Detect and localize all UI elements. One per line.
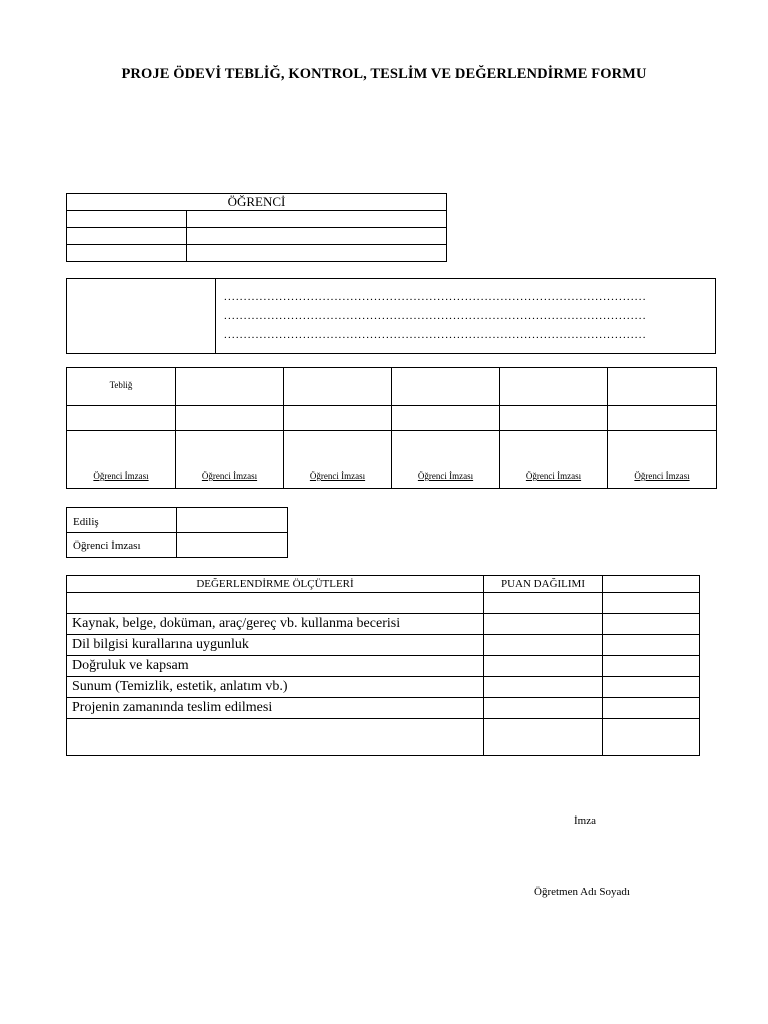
points-cell[interactable] — [484, 635, 603, 656]
student-value-cell[interactable] — [187, 245, 447, 262]
score-cell[interactable] — [603, 614, 700, 635]
criteria-header-text: DEĞERLENDİRME ÖLÇÜTLERİ — [196, 578, 354, 590]
score-cell[interactable] — [603, 677, 700, 698]
criteria-label: Dil bilgisi kurallarına uygunluk — [72, 637, 249, 652]
signature-label: İmza — [574, 815, 596, 827]
points-cell[interactable] — [484, 698, 603, 719]
topic-lines-cell[interactable] — [216, 279, 716, 354]
points-header — [484, 576, 603, 593]
control-cell[interactable] — [608, 406, 717, 431]
student-signature-label: Öğrenci İmzası — [93, 471, 149, 481]
topic-dotted-line: ........................................................................................................... — [224, 310, 647, 322]
points-cell[interactable] — [484, 677, 603, 698]
control-cell[interactable] — [284, 406, 392, 431]
control-cell[interactable] — [67, 406, 176, 431]
criteria-cell — [67, 635, 484, 656]
control-cell[interactable] — [392, 368, 500, 406]
control-cell[interactable] — [608, 368, 717, 406]
edilis-value-cell[interactable] — [177, 508, 288, 533]
edilis-label: Ediliş — [73, 516, 99, 528]
topic-label-cell — [67, 279, 216, 354]
score-cell[interactable] — [603, 656, 700, 677]
student-header: ÖĞRENCİ — [67, 194, 447, 211]
evaluation-table — [66, 575, 700, 756]
control-cell[interactable] — [284, 368, 392, 406]
criteria-label: Doğruluk ve kapsam — [72, 658, 189, 673]
topic-dotted-line: ........................................................................................................... — [224, 329, 647, 341]
total-points-cell[interactable] — [484, 719, 603, 756]
student-signature-label: Öğrenci İmzası — [309, 471, 366, 481]
criteria-label: Projenin zamanında teslim edilmesi — [72, 700, 273, 715]
delivery-signature-label: Öğrenci İmzası — [73, 540, 141, 552]
student-signature-label: Öğrenci İmzası — [525, 471, 582, 481]
student-signature-label: Öğrenci İmzası — [201, 471, 258, 481]
control-cell[interactable] — [500, 368, 608, 406]
teblig-label: Tebliğ — [109, 380, 133, 390]
signature-cell[interactable] — [176, 431, 284, 489]
criteria-cell — [67, 677, 484, 698]
student-label-cell — [67, 211, 187, 228]
teblig-cell — [67, 368, 176, 406]
control-cell[interactable] — [392, 406, 500, 431]
criteria-cell — [67, 656, 484, 677]
delivery-signature-label-cell — [67, 533, 177, 558]
student-signature-label: Öğrenci İmzası — [417, 471, 474, 481]
student-table — [66, 193, 447, 262]
topic-table — [66, 278, 716, 354]
student-signature-label: Öğrenci İmzası — [634, 471, 690, 481]
points-cell[interactable] — [484, 614, 603, 635]
points-cell[interactable] — [484, 593, 603, 614]
student-value-cell[interactable] — [187, 211, 447, 228]
edilis-label-cell — [67, 508, 177, 533]
page-title: PROJE ÖDEVİ TEBLİĞ, KONTROL, TESLİM VE DEĞERLENDİRME FORMU — [121, 66, 647, 82]
student-label-cell — [67, 228, 187, 245]
criteria-header — [67, 576, 484, 593]
teacher-name-label: Öğretmen Adı Soyadı — [534, 886, 630, 898]
score-cell[interactable] — [603, 593, 700, 614]
signature-cell[interactable] — [500, 431, 608, 489]
score-cell[interactable] — [603, 698, 700, 719]
criteria-label: Kaynak, belge, doküman, araç/gereç vb. kullanma becerisi — [72, 616, 401, 631]
control-cell[interactable] — [500, 406, 608, 431]
points-header-text: PUAN DAĞILIMI — [500, 578, 586, 590]
delivery-signature-value-cell[interactable] — [177, 533, 288, 558]
total-score-cell[interactable] — [603, 719, 700, 756]
score-cell[interactable] — [603, 635, 700, 656]
score-header — [603, 576, 700, 593]
control-cell[interactable] — [176, 406, 284, 431]
delivery-table — [66, 507, 288, 558]
student-value-cell[interactable] — [187, 228, 447, 245]
criteria-cell — [67, 614, 484, 635]
topic-dotted-line: ........................................................................................................... — [224, 291, 647, 303]
signature-cell[interactable] — [284, 431, 392, 489]
total-criteria-cell — [67, 719, 484, 756]
points-cell[interactable] — [484, 656, 603, 677]
signature-cell[interactable] — [392, 431, 500, 489]
control-cell[interactable] — [176, 368, 284, 406]
criteria-cell — [67, 698, 484, 719]
signature-cell[interactable] — [67, 431, 176, 489]
student-label-cell — [67, 245, 187, 262]
criteria-cell — [67, 593, 484, 614]
signature-cell[interactable] — [608, 431, 717, 489]
criteria-label: Sunum (Temizlik, estetik, anlatım vb.) — [72, 679, 288, 694]
control-table — [66, 367, 717, 489]
